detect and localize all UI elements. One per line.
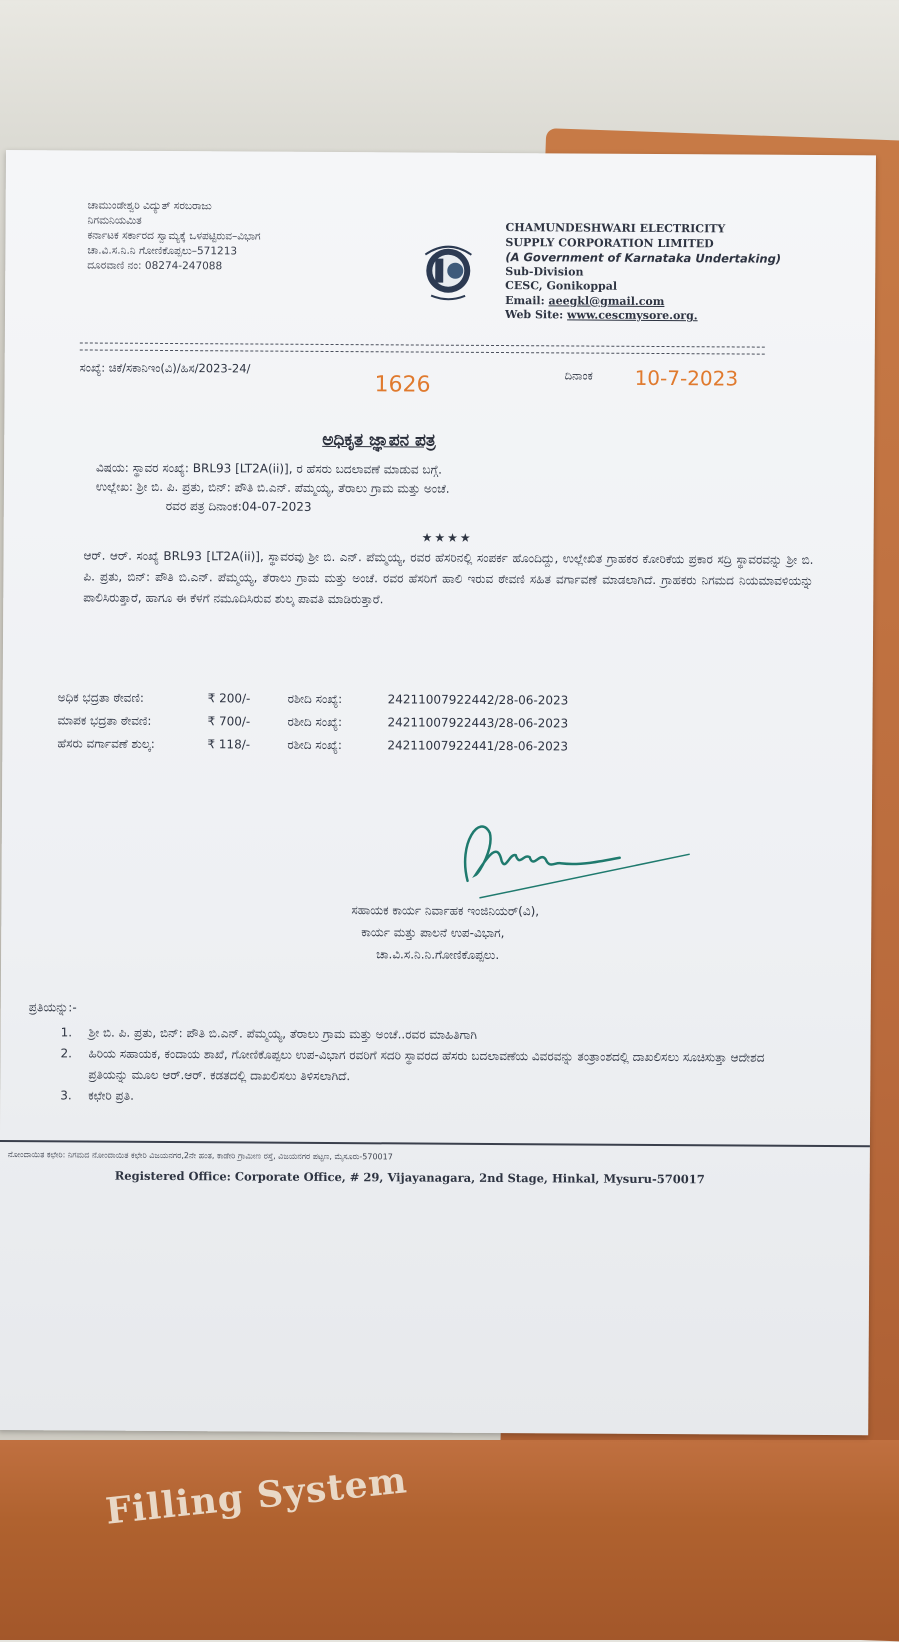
reference-number: ಸಂಖ್ಯೆ: ಚಿಕೆ/ಸಕಾನಿಇಂ(ವಿ)/ಹಿಸ/2023-24/ (79, 360, 251, 376)
folder-bottom (0, 1440, 899, 1640)
receipt-label: ರಶೀದಿ ಸಂಖ್ಯೆ: (287, 691, 343, 707)
separator-stars: ★★★★ (421, 530, 473, 545)
company-name-line2: SUPPLY CORPORATION LIMITED (505, 235, 714, 250)
header-left-line: ನಿಗಮನಿಯಮಿತ (87, 214, 142, 227)
subject-line: ವಿಷಯ: ಸ್ಥಾವರ ಸಂಖ್ಯೆ: BRL93 [LT2A(ii)], ರ ಹೆಸರು ಬದಲಾವಣೆ ಮಾಡುವ ಬಗ್ಗೆ. (96, 460, 443, 477)
reference-handwritten: 1626 (374, 372, 431, 398)
list-item-text: ಹಿರಿಯ ಸಹಾಯಕ, ಕಂದಾಯ ಶಾಖೆ, ಗೋಣಿಕೊಪ್ಪಲು ಉಪ-ವಿಭಾಗ ರವರಿಗೆ ಸದರಿ ಸ್ಥಾವರದ ಹೆಸರು ಬದಲಾವಣೆಯ ವಿವರವನ್ನು ತಂತ್ರಾಂಶದಲ್ಲಿ ದಾಖಲಿಸಲು ಸೂಚಿಸುತ್ತಾ ಆದೇಶದ ಪ್ರತಿಯನ್ನು ಮೂಲ ಆರ್.ಆರ್. ಕಡತದಲ್ಲಿ ದಾಖಲಿಸಲು ತಿಳಿಸಲಾಗಿದೆ. (88, 1046, 765, 1084)
fee-amount: ₹ 118/- (207, 737, 251, 752)
website-label: Web Site: (504, 308, 568, 322)
fee-label: ಮಾಪಕ ಭದ್ರತಾ ಠೇವಣಿ: (57, 713, 152, 728)
document-page (0, 150, 876, 1435)
office-location: CESC, Gonikoppal (505, 279, 618, 293)
header-left-line: ಚಾಮುಂಡೇಶ್ವರಿ ವಿದ್ಯುತ್ ಸರಬರಾಜು (87, 199, 212, 213)
signatory-block (351, 899, 539, 966)
receipt-number: 24211007922442/28-06-2023 (387, 692, 569, 708)
footer-english: Registered Office: Corporate Office, # 29, Vijayanagara, 2nd Stage, Hinkal, Mysuru-570017 (114, 1168, 705, 1187)
body-paragraph: ಆರ್. ಆರ್. ಸಂಖ್ಯೆ BRL93 [LT2A(ii)], ಸ್ಥಾವರವು ಶ್ರೀ ಬಿ. ಎನ್. ಪೆಮ್ಮಯ್ಯ, ರವರ ಹೆಸರಿನಲ್ಲಿ ಸಂಪರ್ಕ ಹೊಂದಿದ್ದು, ಉಲ್ಲೇಖಿತ ಗ್ರಾಹಕರ ಕೋರಿಕೆಯ ಪ್ರಕಾರ ಸದ್ರಿ ಸ್ಥಾವರವನ್ನು ಶ್ರೀ ಬಿ. ಪಿ. ಪ್ರತು, ಬಿನ್: ಪೌತಿ ಬಿ.ಎನ್. ಪೆಮ್ಮಯ್ಯ, ತೆರಾಲು ಗ್ರಾಮ ಮತ್ತು ಅಂಚೆ. ರವರ ಹೆಸರಿಗೆ ಹಾಲಿ ಇರುವ ಠೇವಣಿ ಸಹಿತ ವರ್ಗಾವಣೆ ಮಾಡಲಾಗಿದೆ. ಗ್ರಾಹಕರು ನಿಗಮದ ನಿಯಮಾವಳಿಯನ್ನು ಪಾಲಿಸಿರುತ್ತಾರೆ, ಹಾಗೂ ಈ ಕೆಳಗೆ ನಮೂದಿಸಿರುವ ಶುಲ್ಕ ಪಾವತಿ ಮಾಡಿರುತ್ತಾರೆ. (83, 548, 814, 607)
website-row (505, 308, 865, 325)
header-left-line: ಕರ್ನಾಟಕ ಸರ್ಕಾರದ ಸ್ವಾಮ್ಯಕ್ಕೆ ಒಳಪಟ್ಟಿರುವ–ವಿಭಾಗ (87, 229, 261, 243)
fee-amount: ₹ 200/- (207, 691, 251, 706)
list-item-text: ಕಛೇರಿ ಪ್ರತಿ. (88, 1088, 134, 1103)
subject-block (96, 459, 796, 520)
receipt-label: ರಶೀದಿ ಸಂಖ್ಯೆ: (287, 737, 342, 753)
list-item-number: 2. (60, 1046, 72, 1061)
fee-row (57, 736, 568, 754)
footer-divider (0, 1140, 870, 1147)
header-right-english (505, 221, 866, 325)
copies-heading: ಪ್ರತಿಯನ್ನು:- (28, 1000, 77, 1015)
government-undertaking: (A Government of Karnataka Undertaking) (505, 250, 782, 266)
header-left-line: ದೂರವಾಣಿ ನಂ: 08274-247088 (87, 259, 223, 273)
signatory-department: ಕಾರ್ಯ ಮತ್ತು ಪಾಲನೆ ಉಪ-ವಿಭಾಗ, (361, 925, 505, 941)
receipt-number: 24211007922441/28-06-2023 (387, 738, 569, 754)
reference-date-line: ರವರ ಪತ್ರ ದಿನಾಂಕ:04-07-2023 (165, 498, 312, 514)
email-label: Email: (505, 293, 549, 307)
list-item (60, 1043, 800, 1090)
fee-label: ಅಧಿಕ ಭದ್ರತಾ ಠೇವಣಿ: (57, 690, 144, 705)
header-left-line: ಚಾ.ವಿ.ಸ.ನಿ.ನಿ ಗೋಣಿಕೊಪ್ಪಲು–571213 (87, 244, 238, 258)
document-title: ಅಧಿಕೃತ ಜ್ಞಾಪನ ಪತ್ರ (322, 429, 436, 451)
footer-kannada: ನೋಂದಾಯಿತ ಕಛೇರಿ: ನಿಗಮದ ನೋಂದಾಯಿತ ಕಛೇರಿ ವಿಜಯನಗರ,2ನೇ ಹಂತ, ಕಾಡೇರಿ ಗ್ರಾಮೀಣ ರಸ್ತೆ, ವಿಜಯನಗರ ಪಟ್ಟಣ, ಮೈಸೂರು-570017 (7, 1150, 393, 1162)
fee-row (58, 690, 569, 708)
list-item-number: 3. (60, 1088, 72, 1103)
signatory-office: ಚಾ.ವಿ.ಸ.ನಿ.ನಿ.ಗೋಣಿಕೊಪ್ಪಲು. (376, 947, 500, 963)
company-name-line1: CHAMUNDESHWARI ELECTRICITY (505, 221, 726, 236)
date-label: ದಿನಾಂಕ (564, 368, 593, 383)
website-link[interactable]: www.cescmysore.org. (567, 308, 698, 323)
cesc-logo-icon (417, 241, 479, 303)
fee-amount: ₹ 700/- (207, 714, 251, 729)
header-left-kannada (87, 199, 407, 276)
fee-row (57, 713, 568, 731)
receipt-number: 24211007922443/28-06-2023 (387, 715, 569, 731)
copies-list (60, 1022, 800, 1111)
fee-label: ಹೆಸರು ವರ್ಗಾವಣೆ ಶುಲ್ಕ: (57, 736, 155, 751)
reference-line: ಉಲ್ಲೇಖ: ಶ್ರೀ ಬಿ. ಪಿ. ಪ್ರತು, ಬಿನ್: ಪೌತಿ ಬಿ.ಎನ್. ಪೆಮ್ಮಯ್ಯ, ತೆರಾಲು ಗ್ರಾಮ ಮತ್ತು ಅಂಚೆ. (95, 479, 450, 496)
list-item-number: 1. (60, 1025, 73, 1040)
receipt-label: ರಶೀದಿ ಸಂಖ್ಯೆ: (287, 714, 343, 730)
sub-division: Sub-Division (505, 264, 584, 279)
signatory-designation: ಸಹಾಯಕ ಕಾರ್ಯ ನಿರ್ವಾಹಕ ಇಂಜಿನಿಯರ್(ವಿ), (351, 903, 540, 919)
folder-label: Filling System (103, 1459, 410, 1533)
list-item-text: ಶ್ರೀ ಬಿ. ಪಿ. ಪ್ರತು, ಬಿನ್: ಪೌತಿ ಬಿ.ಎನ್. ಪೆಮ್ಮಯ್ಯ, ತೆರಾಲು ಗ್ರಾಮ ಮತ್ತು ಅಂಚೆ..ರವರ ಮಾಹಿತಿಗಾಗಿ (88, 1025, 478, 1042)
handwritten-signature (449, 803, 700, 915)
email-link[interactable]: aeegkl@gmail.com (548, 293, 665, 308)
date-handwritten: 10-7-2023 (634, 365, 739, 391)
header-divider (80, 342, 765, 354)
